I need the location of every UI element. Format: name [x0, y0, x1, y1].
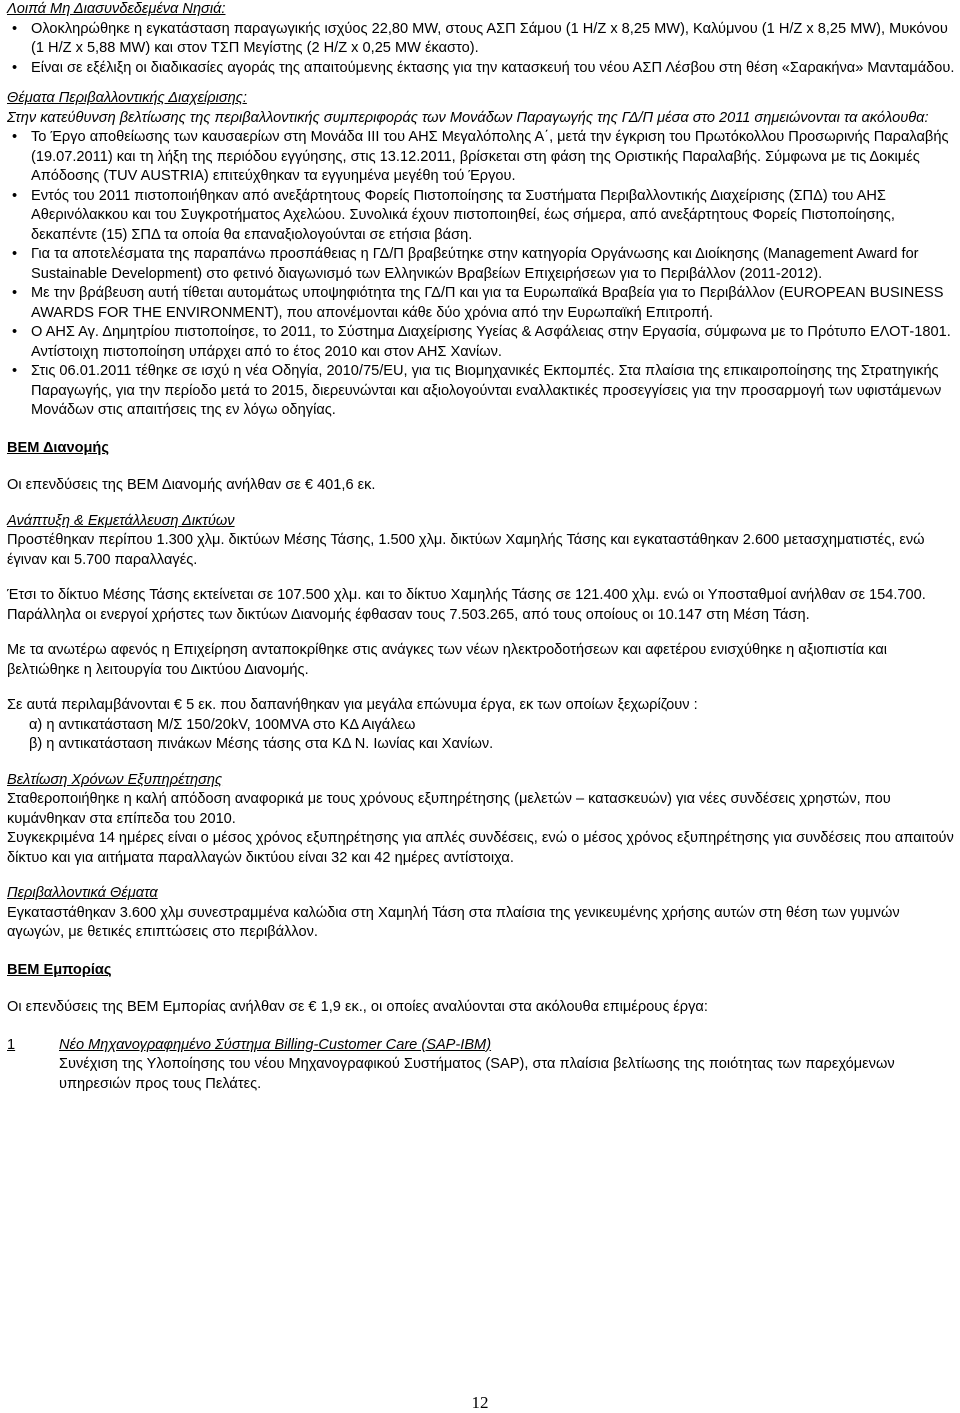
section-heading-islands: Λοιπά Μη Διασυνδεδεμένα Νησιά:: [7, 1, 226, 17]
networks-paragraph-2: Έτσι το δίκτυο Μέσης Τάσης εκτείνεται σε 107.500 χλμ. και το δίκτυο Χαμηλής Τάσης σε 121.400 χλμ. ενώ οι Υποσταθμοί ανήλθαν σε 154.700. Παράλληλα οι ενεργοί χρήστες των δικτύων Διανομής έφθασαν τους 7.503.265, από τους οποίους οι 10.147 στη Μέση Τάση.: [7, 587, 926, 623]
list-item: • Εντός του 2011 πιστοποιήθηκαν από ανεξάρτητους Φορείς Πιστοποίησης τα Συστήματα Περιβαλλοντικής Διαχείρισης (ΣΠΔ) του ΑΗΣ Αθερινόλακκου και του Συγκροτήματος Αχελώου. Συνολικά έχουν πιστοποιηθεί, έως σήμερα, από ανεξάρτητους Φορείς Πιστοποίησης, δεκαπέντε (15) ΣΠΔ τα οποία θα επαναξιολογούνται σε ετήσια βάση.: [7, 187, 955, 246]
list-item: • Στις 06.01.2011 τέθηκε σε ισχύ η νέα Οδηγία, 2010/75/EU, για τις Βιομηχανικές Εκπομπές. Στα πλαίσια της επικαιροποίησης της Στρατηγικής Παραγωγής, για την περίοδο μετά το 2015, διερευνώνται και αξιολογούνται εναλλακτικές προσεγγίσεις για την προσαρμογή των υφιστάμενων Μονάδων στις απαιτήσεις της εν λόγω οδηγίας.: [7, 362, 955, 421]
list-item: • Για τα αποτελέσματα της παραπάνω προσπάθειας η ΓΔ/Π βραβεύτηκε στην κατηγορία Οργάνωσης και Διοίκησης (Management Award for Sustainable Development) στο φετινό διαγωνισμό των Ελληνικών Βραβείων Επιχειρήσεων για το Περιβάλλον (2011-2012).: [7, 245, 955, 284]
networks-paragraph-4: Σε αυτά περιλαμβάνονται € 5 εκ. που δαπανήθηκαν για μεγάλα επώνυμα έργα, εκ των οποίων ξεχωρίζουν :: [7, 697, 698, 713]
list-item: α) η αντικατάσταση Μ/Σ 150/20kV, 100MVA στο ΚΔ Αιγάλεω: [29, 716, 416, 733]
list-item: • Ο ΑΗΣ Αγ. Δημητρίου πιστοποίησε, το 2011, το Σύστημα Διαχείρισης Υγείας & Ασφάλειας στην Εργασία, σύμφωνα με το Πρότυπο ΕΛΟΤ-1801. Αντίστοιχη πιστοποίηση υπάρχει από το έτος 2010 και στον ΑΗΣ Χανίων.: [7, 323, 955, 362]
bem-dianomis-heading: ΒΕΜ Διανομής: [7, 439, 109, 456]
list-item: • Ολοκληρώθηκε η εγκατάσταση παραγωγικής ισχύος 22,80 MW, στους ΑΣΠ Σάμου (1 Η/Ζ x 8,25 MW), Καλύμνου (1 Η/Ζ x 8,25 MW), Μυκόνου (1 Η/Ζ x 5,88 MW) και στον ΤΣΠ Μεγίστης (2 Η/Ζ x 0,25 MW έκαστο).: [7, 20, 955, 59]
project-title: Νέο Μηχανογραφημένο Σύστημα Billing-Customer Care (SAP-IBM): [59, 1036, 492, 1053]
list-item: • Είναι σε εξέλιξη οι διαδικασίες αγοράς της απαιτούμενης έκτασης για την κατασκευή του νέου ΑΣΠ Λέσβου στη θέση «Σαρακήνα» Μανταμάδου.: [7, 59, 955, 79]
environment-intro: Στην κατεύθυνση βελτίωσης της περιβαλλοντικής συμπεριφοράς των Μονάδων Παραγωγής της ΓΔ/Π μέσα στο 2011 σημειώνονται τα ακόλουθα:: [7, 109, 929, 126]
bem-emporias-investments: Οι επενδύσεις της ΒΕΜ Εμπορίας ανήλθαν σε € 1,9 εκ., οι οποίες αναλύονται στα ακόλουθα επιμέρους έργα:: [7, 999, 708, 1015]
project-item: [7, 1036, 955, 1056]
page-number: 12: [471, 1393, 489, 1412]
service-paragraph-1: Σταθεροποιήθηκε η καλή απόδοση αναφορικά με τους χρόνους εξυπηρέτησης (μελετών – κατασκευών) για νέες συνδέσεις χρηστών, που κυμάνθηκαν στα επίπεδα του 2010.: [7, 791, 891, 827]
networks-paragraph-3: Με τα ανωτέρω αφενός η Επιχείρηση ανταποκρίθηκε στις ανάγκες των νέων ηλεκτροδοτήσεων και αφετέρου ενισχύθηκε η αξιοπιστία και βελτιώθηκε η λειτουργία του Δικτύου Διανομής.: [7, 642, 888, 678]
environment-bullet-list: [7, 128, 955, 421]
service-paragraph-2: Συγκεκριμένα 14 ημέρες είναι ο μέσος χρόνος εξυπηρέτησης για απλές συνδέσεις, ενώ ο μέσος χρόνος εξυπηρέτησης για συνδέσεις που απαιτούν δίκτυο και για αιτήματα παραλλαγών δικτύου είναι 32 και 42 ημέρες αντίστοιχα.: [7, 830, 954, 866]
section-heading-environment: Θέματα Περιβαλλοντικής Διαχείρισης:: [7, 90, 247, 106]
bem-dianomis-investments: Οι επενδύσεις της ΒΕΜ Διανομής ανήλθαν σε € 401,6 εκ.: [7, 477, 376, 493]
document-page: [7, 0, 955, 1094]
project-description: Συνέχιση της Υλοποίησης του νέου Μηχανογραφικού Συστήματος (SAP), στα πλαίσια βελτίωσης της ποιότητας των παρεχόμενων υπηρεσιών προς τους Πελάτες.: [59, 1056, 895, 1092]
list-item: β) η αντικατάσταση πινάκων Μέσης τάσης στα ΚΔ Ν. Ιωνίας και Χανίων.: [29, 736, 494, 752]
networks-paragraph-1: Προστέθηκαν περίπου 1.300 χλμ. δικτύων Μέσης Τάσης, 1.500 χλμ. δικτύων Χαμηλής Τάσης και εγκαταστάθηκαν 2.600 μετασχηματιστές, ενώ έγιναν και 5.700 παραλλαγές.: [7, 532, 925, 568]
list-item: • Με την βράβευση αυτή τίθεται αυτομάτως υποψηφιότητα της ΓΔ/Π και για τα Ευρωπαϊκά Βραβεία για το Περιβάλλον (EUROPEAN BUSINESS AWARDS FOR THE ENVIRONMENT), που απονέμονται κάθε δύο χρόνια από την Ευρωπαϊκή Επιτροπή.: [7, 284, 955, 323]
networks-heading: Ανάπτυξη & Εκμετάλλευση Δικτύων: [7, 512, 235, 529]
project-number: 1: [7, 1036, 16, 1053]
environment-topics-heading: Περιβαλλοντικά Θέματα: [7, 885, 158, 901]
service-heading: Βελτίωση Χρόνων Εξυπηρέτησης: [7, 771, 223, 788]
islands-bullet-list: [7, 20, 955, 79]
environment-topics-paragraph: Εγκαταστάθηκαν 3.600 χλμ συνεστραμμένα καλώδια στη Χαμηλή Τάση στα πλαίσια της γενικευμένης χρήσης αυτών στη θέση των γυμνών αγωγών, με θετικές επιπτώσεις στο περιβάλλον.: [7, 904, 900, 940]
bem-emporias-heading: ΒΕΜ Εμπορίας: [7, 961, 112, 978]
list-item: • Το Έργο αποθείωσης των καυσαερίων στη Μονάδα ΙΙΙ του ΑΗΣ Μεγαλόπολης Α΄, μετά την έγκριση του Πρωτόκολλου Προσωρινής Παραλαβής (19.07.2011) και τη λήξη της περιόδου εγγύησης, στις 13.12.2011, βρίσκεται στη φάση της Οριστικής Παραλαβής. Σύμφωνα με τις Δοκιμές Απόδοσης (TUV AUSTRIA) επιτεύχθηκαν τα εγγυημένα μεγέθη τού Έργου.: [7, 128, 955, 187]
